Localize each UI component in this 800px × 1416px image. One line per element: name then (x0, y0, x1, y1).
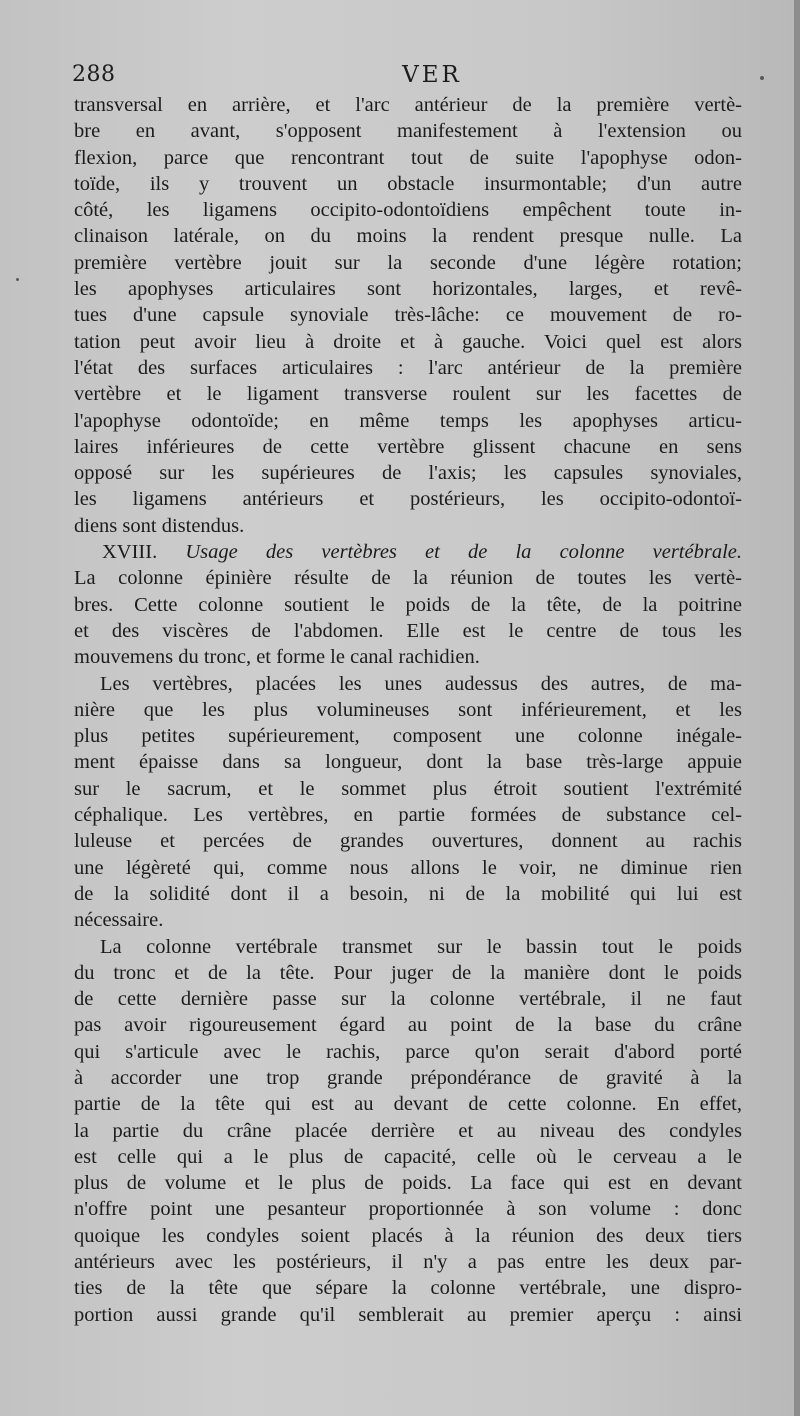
text-line: sur le sacrum, et le sommet plus étroit soutient l'extrémité (74, 777, 742, 800)
text-line: nière que les plus volumineuses sont inférieurement, et les (74, 698, 742, 721)
text-line: Les vertèbres, placées les unes audessus des autres, de ma- (100, 672, 742, 695)
text-line: portion aussi grande qu'il semblerait au premier aperçu : ainsi (74, 1303, 742, 1326)
section-heading (74, 539, 742, 565)
text-line: flexion, parce que rencontrant tout de suite l'apophyse odon- (74, 146, 742, 169)
text-line: plus de volume et le plus de poids. La face qui est en devant (74, 1172, 742, 1195)
text-line: à accorder une trop grande prépondérance de gravité à la (74, 1066, 742, 1089)
text-line: vertèbre et le ligament transverse roulent sur les facettes de (74, 383, 742, 406)
text-line: tues d'une capsule synoviale très-lâche: ce mouvement de ro- (74, 304, 742, 327)
text-line: n'offre point une pesanteur proportionnée à son volume : donc (74, 1198, 742, 1221)
text-line: les ligamens antérieurs et postérieurs, les occipito-odontoï- (74, 488, 742, 511)
text-line: première vertèbre jouit sur la seconde d'une légère rotation; (74, 251, 742, 274)
text-line: laires inférieures de cette vertèbre glissent chacune en sens (74, 435, 742, 458)
text-line: de cette dernière passe sur la colonne vertébrale, il ne faut (74, 988, 742, 1011)
text-line: est celle qui a le plus de capacité, celle où le cerveau a le (74, 1145, 742, 1168)
text-line: nécessaire. (74, 909, 164, 932)
text-line: plus petites supérieurement, composent une colonne inégale- (74, 725, 742, 748)
section-number: XVIII. (102, 541, 158, 564)
page-header (72, 62, 772, 96)
text-line: antérieurs avec les postérieurs, il n'y a pas entre les deux par- (74, 1251, 742, 1274)
ink-spot (16, 278, 19, 281)
page-edge (794, 0, 800, 1416)
body-text (74, 92, 742, 1328)
text-line: qui s'articule avec le rachis, parce qu'on serait d'abord porté (74, 1040, 742, 1063)
text-line: et des viscères de l'abdomen. Elle est le centre de tous les (74, 619, 742, 642)
text-line: ment épaisse dans sa longueur, dont la base très-large appuie (74, 751, 742, 774)
text-line: les apophyses articulaires sont horizontales, larges, et revê- (74, 278, 742, 301)
text-line: luleuse et percées de grandes ouvertures, donnent au rachis (74, 830, 742, 853)
text-line: diens sont distendus. (74, 514, 245, 537)
page-number: 288 (72, 62, 116, 87)
text-line: l'état des surfaces articulaires : l'arc antérieur de la première (74, 356, 742, 379)
text-line: ties de la tête que sépare la colonne vertébrale, une dispro- (74, 1277, 742, 1300)
text-line: pas avoir rigoureusement égard au point de la base du crâne (74, 1014, 742, 1037)
text-line: bres. Cette colonne soutient le poids de la tête, de la poitrine (74, 593, 742, 616)
ink-spot (760, 76, 764, 80)
text-line: céphalique. Les vertèbres, en partie formées de substance cel- (74, 804, 742, 827)
text-line: clinaison latérale, on du moins la rendent presque nulle. La (74, 225, 742, 248)
text-line: partie de la tête qui est au devant de cette colonne. En effet, (74, 1093, 742, 1116)
text-line: quoique les condyles soient placés à la réunion des deux tiers (74, 1224, 742, 1247)
text-line: La colonne vertébrale transmet sur le bassin tout le poids (100, 935, 742, 958)
text-line: une légèreté qui, comme nous allons le voir, ne diminue rien (74, 856, 742, 879)
text-line: l'apophyse odontoïde; en même temps les apophyses articu- (74, 409, 742, 432)
text-line: côté, les ligamens occipito-odontoïdiens empêchent toute in- (74, 199, 742, 222)
running-head: VER (402, 62, 462, 88)
text-line: bre en avant, s'opposent manifestement à l'extension ou (74, 120, 742, 143)
text-line: du tronc et de la tête. Pour juger de la manière dont le poids (74, 961, 742, 984)
text-line: tation peut avoir lieu à droite et à gauche. Voici quel est alors (74, 330, 742, 353)
text-line: de la solidité dont il a besoin, ni de la mobilité qui lui est (74, 882, 742, 905)
text-line: transversal en arrière, et l'arc antérieur de la première vertè- (74, 94, 742, 116)
text-line: toïde, ils y trouvent un obstacle insurmontable; d'un autre (74, 172, 742, 195)
text-line: opposé sur les supérieures de l'axis; les capsules synoviales, (74, 462, 742, 485)
text-line: mouvemens du tronc, et forme le canal rachidien. (74, 646, 480, 669)
section-title: Usage des vertèbres et de la colonne vertébrale. (185, 541, 742, 564)
text-line: la partie du crâne placée derrière et au niveau des condyles (74, 1119, 742, 1142)
text-line: La colonne épinière résulte de la réunion de toutes les vertè- (74, 567, 742, 590)
